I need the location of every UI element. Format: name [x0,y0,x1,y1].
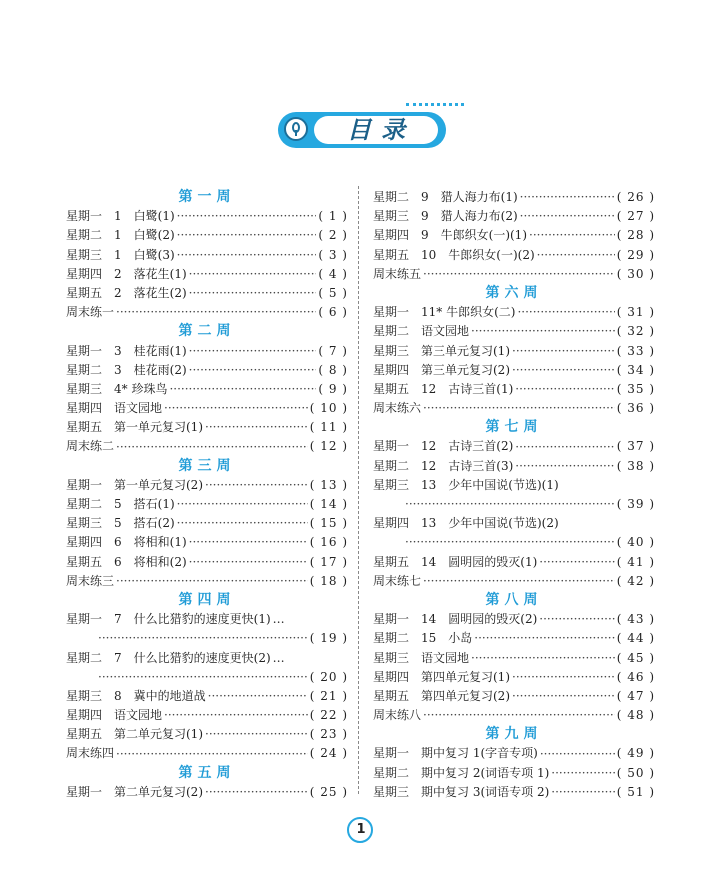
toc-entry-page: ( 9 ) [318,381,348,396]
week-heading-label: 第七周 [485,419,543,436]
toc-entry-page: ( 21 ) [309,688,348,703]
dot-leader [423,572,615,591]
toc-entry-page: ( 46 ) [616,669,655,684]
toc-entry[interactable] [66,725,348,744]
column-divider [358,186,359,794]
dot-leader [423,265,615,284]
toc-entry-label: 星期一 14 圆明园的毁灭(2) [373,612,538,627]
dot-leader [520,188,615,207]
toc-entry-page: ( 10 ) [309,401,348,416]
toc-entry-page: ( 27 ) [616,209,655,224]
toc-entry[interactable] [373,188,655,207]
toc-entry-label: 星期三 语文园地 [373,650,470,665]
toc-entry-page: ( 48 ) [616,708,655,723]
toc-entry[interactable] [66,284,348,303]
week-heading [66,764,348,783]
toc-entry[interactable] [373,265,655,284]
dot-leader [423,399,615,418]
toc-entry[interactable] [373,629,655,648]
toc-entry-label: 星期三 9 猎人海力布(2) [373,209,518,224]
toc-entry[interactable] [373,572,655,591]
toc-entry-continuation[interactable] [66,629,348,648]
toc-entry-label: 星期一 第一单元复习(2) [66,477,203,492]
toc-entry-label: 星期四 第三单元复习(2) [373,362,510,377]
toc-entry-page: ( 12 ) [309,439,348,454]
dot-leader [537,246,615,265]
toc-entry-page: ( 13 ) [309,477,348,492]
week-heading [373,418,655,437]
dot-leader [515,438,614,457]
toc-entry-page: ( 15 ) [309,516,348,531]
dot-leader [177,246,317,265]
toc-entry-label: 周末练一 [66,305,115,320]
toc-entry[interactable] [66,744,348,763]
toc-entry-label: 星期二 5 搭石(1) [66,497,175,511]
toc-entry-label: 星期二 9 猎人海力布(1) [373,190,518,204]
toc-entry-label: 星期三 5 搭石(2) [66,516,175,531]
week-heading-label: 第九周 [485,726,543,743]
toc-entry-page: ( 45 ) [616,650,655,665]
dot-leader [177,207,317,226]
toc-entry[interactable] [66,783,348,802]
toc-entry[interactable] [373,303,655,322]
toc-entry[interactable] [66,246,348,265]
toc-entry[interactable] [373,553,655,572]
toc-entry[interactable] [373,610,655,629]
toc-entry-page: ( 17 ) [309,554,348,569]
toc-entry-page: ( 47 ) [616,688,655,703]
dot-leader [520,207,615,226]
toc-entry-label: 星期三 4* 珍珠鸟 [66,381,168,396]
toc-entry-page: ( 29 ) [616,247,655,262]
toc-entry-page: ( 5 ) [318,285,348,300]
week-heading [66,322,348,341]
toc-entry-label: 周末练六 [373,401,422,416]
toc-entry-page: ( 30 ) [616,266,655,281]
toc-entry-page: ( 16 ) [309,535,348,550]
toc-entry-label: 星期五 12 古诗三首(1) [373,381,514,396]
dot-leader [189,553,308,572]
dot-leader [471,649,615,668]
toc-entry[interactable] [373,361,655,380]
toc-entry-label: 星期五 6 将相和(2) [66,554,187,569]
week-heading-label: 第八周 [485,591,543,608]
toc-entry-page: ( 2 ) [318,228,348,243]
toc-entry-label: 星期五 第一单元复习(1) [66,420,203,435]
week-heading-label: 第二周 [178,323,236,340]
toc-entry[interactable] [373,207,655,226]
toc-entry-label: 星期四 9 牛郎织女(一)(1) [373,228,527,243]
toc-entry[interactable] [373,649,655,668]
toc-entry-page: ( 14 ) [309,497,348,511]
toc-entry-page: ( 20 ) [309,669,348,684]
toc-entry[interactable] [66,380,348,399]
dot-leader [98,629,308,648]
dot-leader [539,610,614,629]
toc-entry[interactable] [373,246,655,265]
toc-entry-page: ( 41 ) [616,554,655,569]
toc-entry-page: ( 19 ) [309,631,348,646]
toc-entry-label: 星期一 第二单元复习(2) [66,784,203,799]
dot-leader [205,476,308,495]
toc-entry-label: 星期三 8 冀中的地道战 [66,688,206,703]
toc-entry-page: ( 22 ) [309,708,348,723]
toc-entry-label: 周末练四 [66,746,115,761]
toc-entry[interactable] [66,342,348,361]
dot-leader [540,745,615,764]
toc-entry-page: ( 28 ) [616,228,655,243]
dot-leader [515,457,614,476]
page-title: 目录 [347,116,415,144]
toc-entry-continuation[interactable] [373,495,655,514]
week-heading [66,457,348,476]
toc-entry-label: 周末练八 [373,708,422,723]
toc-entry[interactable] [66,226,348,245]
toc-entry[interactable] [373,399,655,418]
toc-entry[interactable] [373,457,655,476]
toc-entry-page: ( 37 ) [616,439,655,454]
dot-leader [512,361,615,380]
toc-entry-label: 星期四 语文园地 [66,401,163,416]
toc-entry[interactable] [66,514,348,533]
dot-leader [169,380,316,399]
toc-entry[interactable] [66,303,348,322]
toc-entry[interactable] [66,265,348,284]
toc-entry-page: ( 31 ) [616,305,655,320]
toc-entry-label: 星期一 12 古诗三首(2) [373,439,514,454]
dot-leader [405,533,615,552]
toc-entry-label: 星期二 期中复习 2(词语专项 1) [373,765,550,780]
toc-entry-page: ( 40 ) [616,535,655,550]
toc-entry-label: 星期四 2 落花生(1) [66,266,187,281]
toc-entry-page: ( 8 ) [318,362,348,377]
toc-entry-page: ( 23 ) [309,727,348,742]
dot-leader [116,438,308,457]
toc-left-column [66,188,348,802]
toc-entry[interactable] [66,649,348,668]
dot-leader [515,380,614,399]
page-number-badge [347,817,375,843]
toc-entry[interactable] [373,514,655,533]
toc-entry-page: ( 25 ) [309,784,348,799]
toc-entry-page: ( 3 ) [318,247,348,262]
toc-entry-page: ( 24 ) [309,746,348,761]
lock-icon [284,117,308,141]
toc-entry-page: ( 7 ) [318,343,348,358]
toc-entry-label: 星期一 11* 牛郎织女(二) [373,305,516,320]
week-heading [373,725,655,744]
week-heading [66,188,348,207]
toc-entry-page: ( 26 ) [616,190,655,204]
toc-entry[interactable] [66,706,348,725]
dot-leader [205,418,308,437]
continuation-mark: … [272,612,285,627]
toc-entry-label: 星期四 第四单元复习(1) [373,669,510,684]
toc-entry-continuation[interactable] [373,533,655,552]
toc-entry-label: 星期二 1 白鹭(2) [66,228,175,243]
toc-entry-page: ( 36 ) [616,401,655,416]
decorative-dots [406,103,464,109]
toc-entry[interactable] [373,744,655,763]
toc-entry[interactable] [373,668,655,687]
toc-entry-label: 星期一 1 白鹭(1) [66,209,175,224]
toc-entry-label: 周末练二 [66,439,115,454]
toc-entry-label: 星期四 6 将相和(1) [66,535,187,550]
dot-leader [551,783,614,802]
toc-entry-label: 星期二 7 什么比猎豹的速度更快(2) [66,650,271,665]
dot-leader [177,226,317,245]
toc-entry[interactable] [373,783,655,802]
dot-leader [512,342,615,361]
toc-entry[interactable] [66,476,348,495]
week-heading-label: 第四周 [178,591,236,608]
dot-leader [517,303,614,322]
toc-entry-label: 星期三 第三单元复习(1) [373,343,510,358]
toc-entry[interactable] [66,687,348,706]
toc-entry-page: ( 34 ) [616,362,655,377]
toc-entry-page: ( 11 ) [309,420,348,435]
toc-entry-label: 星期四 13 少年中国说(节选)(2) [373,516,559,531]
dot-leader [529,226,615,245]
toc-entry-page: ( 50 ) [616,765,655,780]
toc-entry[interactable] [66,495,348,514]
toc-entry-label: 周末练五 [373,266,422,281]
dot-leader [177,514,308,533]
dot-leader [205,725,308,744]
dot-leader [116,303,316,322]
toc-entry-label: 星期二 12 古诗三首(3) [373,458,514,473]
week-heading [373,591,655,610]
toc-entry-label: 星期一 7 什么比猎豹的速度更快(1) [66,612,271,627]
toc-entry-label: 星期二 15 小岛 [373,631,473,646]
dot-leader [208,687,308,706]
toc-entry[interactable] [373,322,655,341]
dot-leader [164,399,308,418]
dot-leader [551,764,614,783]
dot-leader [189,342,317,361]
toc-entry-page: ( 4 ) [318,266,348,281]
toc-entry[interactable] [373,476,655,495]
dot-leader [512,668,615,687]
toc-entry-label: 星期五 14 圆明园的毁灭(1) [373,554,538,569]
toc-entry-page: ( 39 ) [616,497,655,511]
toc-entry[interactable] [373,342,655,361]
toc-entry[interactable] [373,706,655,725]
dot-leader [189,284,317,303]
toc-entry-label: 周末练三 [66,573,115,588]
toc-entry[interactable] [373,687,655,706]
toc-entry[interactable] [373,226,655,245]
toc-entry-label: 星期二 语文园地 [373,324,470,339]
toc-entry[interactable] [66,572,348,591]
toc-entry[interactable] [66,399,348,418]
dot-leader [189,361,317,380]
dot-leader [474,629,614,648]
toc-entry[interactable] [66,610,348,629]
toc-entry[interactable] [66,418,348,437]
toc-entry[interactable] [66,207,348,226]
toc-entry-page: ( 42 ) [616,573,655,588]
dot-leader [405,495,615,514]
toc-entry-page: ( 33 ) [616,343,655,358]
week-heading [373,284,655,303]
toc-entry-page: ( 49 ) [616,746,655,761]
toc-entry-label: 星期一 期中复习 1(字音专项) [373,746,538,761]
week-heading-label: 第三周 [178,457,236,474]
toc-entry[interactable] [66,533,348,552]
toc-entry[interactable] [373,380,655,399]
continuation-mark: … [272,650,285,665]
title-banner [278,103,448,151]
dot-leader [205,783,308,802]
toc-entry-continuation[interactable] [66,668,348,687]
toc-entry-page: ( 18 ) [309,573,348,588]
dot-leader [423,706,615,725]
week-heading-label: 第五周 [178,764,236,781]
toc-entry-page: ( 44 ) [616,631,655,646]
page-number: 1 [356,822,366,837]
toc-entry-label: 星期二 3 桂花雨(2) [66,362,187,377]
week-heading-label: 第六周 [485,284,543,301]
toc-entry-page: ( 35 ) [616,381,655,396]
toc-entry-page: ( 32 ) [616,324,655,339]
toc-entry-label: 星期三 13 少年中国说(节选)(1) [373,477,559,492]
toc-entry-label: 星期一 3 桂花雨(1) [66,343,187,358]
toc-entry[interactable] [66,361,348,380]
toc-right-column [373,188,655,802]
toc-entry-label: 星期三 1 白鹭(3) [66,247,175,262]
dot-leader [512,687,615,706]
toc-entry[interactable] [373,764,655,783]
dot-leader [539,553,614,572]
toc-entry-label: 星期五 第二单元复习(1) [66,727,203,742]
dot-leader [116,745,308,764]
toc-entry-label: 星期五 第四单元复习(2) [373,688,510,703]
dot-leader [471,322,615,341]
toc-entry-label: 星期五 2 落花生(2) [66,285,187,300]
toc-entry[interactable] [66,553,348,572]
toc-entry-page: ( 51 ) [616,784,655,799]
dot-leader [189,265,317,284]
toc-entry[interactable] [66,437,348,456]
dot-leader [116,572,308,591]
week-heading [66,591,348,610]
dot-leader [164,706,308,725]
toc-entry-label: 周末练七 [373,573,422,588]
toc-entry-page: ( 1 ) [318,209,348,224]
toc-entry-label: 星期五 10 牛郎织女(一)(2) [373,247,535,262]
toc-entry-label: 星期四 语文园地 [66,708,163,723]
toc-entry-page: ( 6 ) [318,305,348,320]
toc-entry-page: ( 43 ) [616,612,655,627]
dot-leader [98,668,308,687]
toc-entry-page: ( 38 ) [616,458,655,473]
dot-leader [189,533,308,552]
toc-entry[interactable] [373,437,655,456]
toc-entry-label: 星期三 期中复习 3(词语专项 2) [373,784,550,799]
week-heading-label: 第一周 [178,189,236,205]
dot-leader [177,495,308,514]
